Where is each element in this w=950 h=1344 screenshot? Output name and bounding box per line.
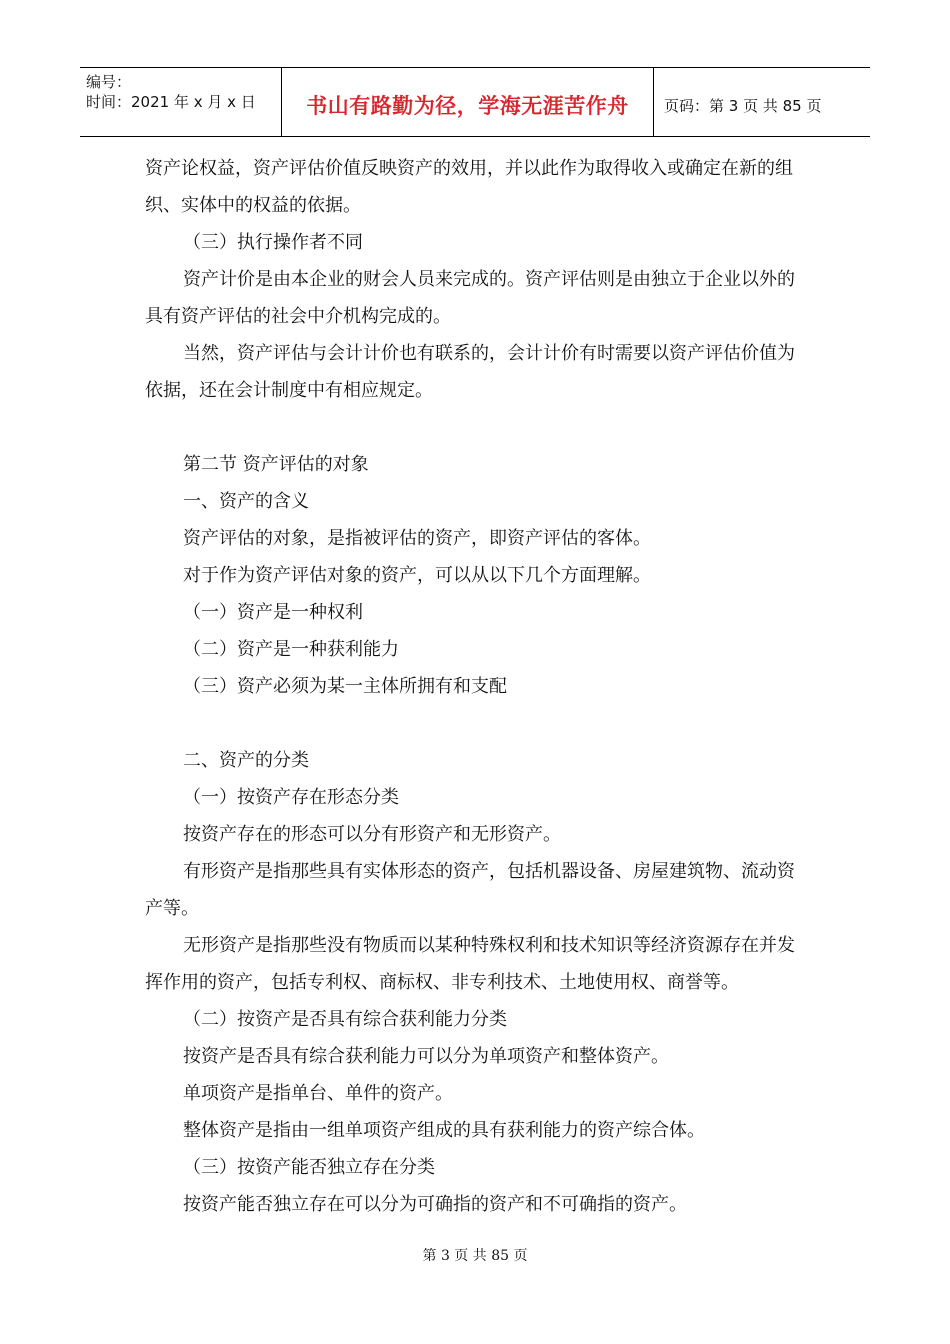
body-paragraph: 单项资产是指单台、单件的资产。 [183,1083,453,1104]
document-number-label: 编号： [86,73,132,91]
body-paragraph: 资产论权益，资产评估价值反映资产的效用，并以此作为取得收入或确定在新的组织、实体中的权益的依据。 [145,158,793,216]
subsection-heading: （一）按资产存在形态分类 [183,787,399,808]
subsection-heading: （二）按资产是否具有综合获利能力分类 [183,1009,507,1030]
body-paragraph: 按资产是否具有综合获利能力可以分为单项资产和整体资产。 [183,1046,669,1067]
list-item: （三）资产必须为某一主体所拥有和支配 [183,676,507,697]
body-paragraph: 无形资产是指那些没有物质而以某种特殊权利和技术知识等经济资源存在并发挥作用的资产，包括专利权、商标权、非专利技术、土地使用权、商誉等。 [145,935,795,993]
footer-page-number: 第 3 页 共 85 页 [422,1248,528,1264]
section-heading: 一、资产的含义 [183,491,309,512]
document-time-label: 时间：2021 年 x 月 x 日 [86,93,256,111]
body-paragraph: 整体资产是指由一组单项资产组成的具有获利能力的资产综合体。 [183,1120,705,1141]
body-paragraph: 资产评估的对象，是指被评估的资产，即资产评估的客体。 [183,528,651,549]
body-paragraph: 按资产存在的形态可以分有形资产和无形资产。 [183,824,561,845]
subsection-heading: （三）按资产能否独立存在分类 [183,1157,435,1178]
header-motto: 书山有路勤为径，学海无涯苦作舟 [306,94,629,118]
body-paragraph: 按资产能否独立存在可以分为可确指的资产和不可确指的资产。 [183,1194,687,1215]
subsection-heading: （三）执行操作者不同 [183,232,363,253]
header-motto-cell [282,68,654,136]
body-paragraph: 有形资产是指那些具有实体形态的资产，包括机器设备、房屋建筑物、流动资产等。 [145,861,795,919]
body-paragraph: 当然，资产评估与会计计价也有联系的，会计计价有时需要以资产评估价值为依据，还在会计制度中有相应规定。 [145,343,795,401]
page-footer [0,1245,950,1265]
body-paragraph: 资产计价是由本企业的财会人员来完成的。资产评估则是由独立于企业以外的具有资产评估的社会中介机构完成的。 [145,269,795,327]
section-title: 第二节 资产评估的对象 [183,454,369,475]
page-header [80,67,870,137]
header-page-cell [654,68,870,136]
spacer [145,409,810,446]
header-meta [80,68,282,136]
section-heading: 二、资产的分类 [183,750,309,771]
list-item: （一）资产是一种权利 [183,602,363,623]
list-item: （二）资产是一种获利能力 [183,639,399,660]
spacer [145,705,810,742]
header-page-info: 页码：第 3 页 共 85 页 [664,96,822,115]
body-paragraph: 对于作为资产评估对象的资产，可以从以下几个方面理解。 [183,565,651,586]
document-body [145,150,810,1223]
